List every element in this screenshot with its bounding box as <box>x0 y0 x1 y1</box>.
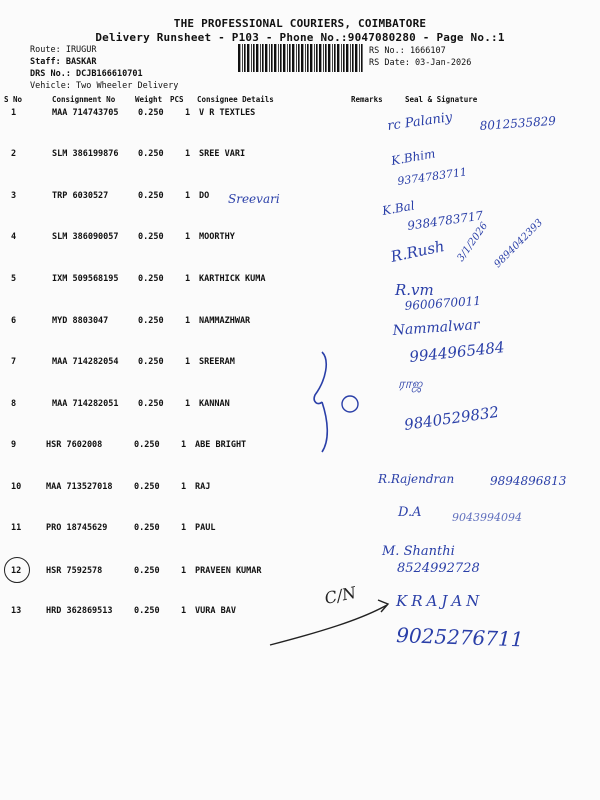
cell-weight: 0.250 <box>134 606 160 616</box>
cell-pcs: 1 <box>185 232 191 242</box>
cell-consignment: SLM 386199876 <box>52 149 119 159</box>
cell-consignment: MYD 8803047 <box>52 316 109 326</box>
route-label: Route: IRUGUR <box>30 45 97 55</box>
cell-name: SREE VARI <box>199 149 246 159</box>
staff-label: Staff: BASKAR <box>30 57 97 67</box>
cell-pcs: 1 <box>181 482 187 492</box>
hand-phone-row8: 9840529832 <box>403 402 501 434</box>
table-row <box>0 606 600 626</box>
table-row <box>0 523 600 543</box>
cell-name: V R TEXTLES <box>199 108 256 118</box>
hand-phone-row6: 9944965484 <box>408 338 506 366</box>
cell-weight: 0.250 <box>138 232 164 242</box>
cell-sno: 2 <box>11 149 17 159</box>
cell-sno: 5 <box>11 274 17 284</box>
cell-sno: 10 <box>11 482 22 492</box>
hand-phone-row1: 8012535829 <box>479 113 557 133</box>
cell-weight: 0.250 <box>138 191 164 201</box>
cell-pcs: 1 <box>181 606 187 616</box>
table-row <box>0 482 600 502</box>
cell-name: ABE BRIGHT <box>195 440 247 450</box>
cell-pcs: 1 <box>185 149 191 159</box>
table-row <box>0 399 600 419</box>
cell-weight: 0.250 <box>134 523 160 533</box>
cell-consignment: PRO 18745629 <box>46 523 108 533</box>
cell-weight: 0.250 <box>134 440 160 450</box>
cell-weight: 0.250 <box>138 108 164 118</box>
cell-consignment: MAA 714743705 <box>52 108 119 118</box>
cell-consignment: MAA 714282054 <box>52 357 119 367</box>
company-title: THE PROFESSIONAL COURIERS, COIMBATORE <box>173 17 427 30</box>
cell-weight: 0.250 <box>138 149 164 159</box>
cell-name: MOORTHY <box>199 232 235 242</box>
column-header-pcs: PCS <box>170 95 184 104</box>
cell-name: DO <box>199 191 210 201</box>
cell-sno: 12 <box>11 566 22 576</box>
cell-consignment: MAA 714282051 <box>52 399 119 409</box>
table-row <box>0 566 600 586</box>
column-header-consignee: Consignee Details <box>197 95 274 104</box>
column-header-remarks: Remarks <box>351 95 383 104</box>
cell-sno: 6 <box>11 316 17 326</box>
cell-weight: 0.250 <box>138 274 164 284</box>
cell-name: KARTHICK KUMA <box>199 274 266 284</box>
cell-sno: 8 <box>11 399 17 409</box>
cell-consignment: HSR 7592578 <box>46 566 103 576</box>
table-row <box>0 232 600 252</box>
cell-sno: 9 <box>11 440 17 450</box>
hand-name-row13: KRAJAN <box>396 592 484 610</box>
cell-pcs: 1 <box>181 440 187 450</box>
column-header-consignment: Consignment No <box>52 95 116 104</box>
column-header-weight: Weight <box>135 95 163 104</box>
cell-sno: 4 <box>11 232 17 242</box>
column-header-sno: S No <box>4 95 23 104</box>
cell-weight: 0.250 <box>138 316 164 326</box>
cell-consignment: IXM 509568195 <box>52 274 119 284</box>
cell-consignment: MAA 713527018 <box>46 482 113 492</box>
table-row <box>0 191 600 211</box>
hand-signature-row4: R.Rush <box>389 237 447 266</box>
table-row <box>0 149 600 169</box>
cell-weight: 0.250 <box>134 566 160 576</box>
runsheet-title: Delivery Runsheet - P103 - Phone No.:9047080280 - Page No.:1 <box>95 31 505 44</box>
cell-pcs: 1 <box>185 399 191 409</box>
hand-name-row6: Nammalwar <box>392 316 481 339</box>
cell-sno: 13 <box>11 606 22 616</box>
cell-pcs: 1 <box>185 191 191 201</box>
table-row <box>0 440 600 460</box>
cell-sno: 7 <box>11 357 17 367</box>
cell-weight: 0.250 <box>138 357 164 367</box>
cell-pcs: 1 <box>185 357 191 367</box>
row-12-circle-mark <box>4 557 30 583</box>
cell-name: PRAVEEN KUMAR <box>195 566 262 576</box>
hand-signature-row5: R.vm <box>395 281 434 299</box>
hand-name-row10: R.Rajendran <box>378 472 455 486</box>
hand-date-row4: 3/1/2026 <box>455 220 491 264</box>
hand-phone-row11: 9043994094 <box>452 511 522 524</box>
cell-name: NAMMAZHWAR <box>199 316 251 326</box>
cell-pcs: 1 <box>185 274 191 284</box>
cell-weight: 0.250 <box>138 399 164 409</box>
table-row <box>0 316 600 336</box>
hand-name-row12: M. Shanthi <box>382 544 455 559</box>
hand-phone-row13: 9025276711 <box>395 623 524 652</box>
hand-phone-row5: 9600670011 <box>404 293 482 313</box>
cell-consignment: SLM 386090057 <box>52 232 119 242</box>
cell-sno: 3 <box>11 191 17 201</box>
table-row <box>0 274 600 294</box>
column-header-seal: Seal & Signature <box>405 95 478 104</box>
cell-pcs: 1 <box>181 566 187 576</box>
hand-phone-row12: 8524992728 <box>397 561 480 576</box>
hand-note-row3: Sreevari <box>228 192 280 206</box>
vehicle-label: Vehicle: Two Wheeler Delivery <box>30 81 179 91</box>
hand-phone-row4: 9894042393 <box>492 217 546 271</box>
cell-pcs: 1 <box>185 108 191 118</box>
cell-name: VURA BAV <box>195 606 236 616</box>
hand-tamil-signature-row7: ராஜ <box>398 377 423 392</box>
cell-consignment: HRD 362869513 <box>46 606 113 616</box>
cell-consignment: HSR 7602008 <box>46 440 103 450</box>
cell-sno: 11 <box>11 523 22 533</box>
hand-phone-row3: 9384783717 <box>406 208 485 233</box>
rs-number: RS No.: 1666107 <box>369 46 446 56</box>
cell-weight: 0.250 <box>134 482 160 492</box>
hand-signature-row3: K.Bal <box>381 198 416 218</box>
hand-signature-row2: K.Bhim <box>390 146 437 168</box>
barcode-image <box>238 44 364 72</box>
cell-name: RAJ <box>195 482 211 492</box>
hand-signature-row1: rc Palaniy <box>386 110 454 134</box>
hand-phone-row2: 9374783711 <box>396 165 468 188</box>
cell-pcs: 1 <box>181 523 187 533</box>
cell-name: KANNAN <box>199 399 230 409</box>
hand-signature-row11: D.A <box>398 505 422 520</box>
cell-pcs: 1 <box>185 316 191 326</box>
hand-phone-row10: 9894896813 <box>490 474 567 488</box>
cell-name: SREERAM <box>199 357 235 367</box>
cell-consignment: TRP 6030527 <box>52 191 109 201</box>
hand-mark-row13: C/N <box>322 582 358 608</box>
rs-date: RS Date: 03-Jan-2026 <box>369 58 472 68</box>
table-row <box>0 108 600 128</box>
cell-sno: 1 <box>11 108 17 118</box>
cell-name: PAUL <box>195 523 216 533</box>
table-row <box>0 357 600 377</box>
drs-number: DRS No.: DCJB166610701 <box>30 69 143 79</box>
